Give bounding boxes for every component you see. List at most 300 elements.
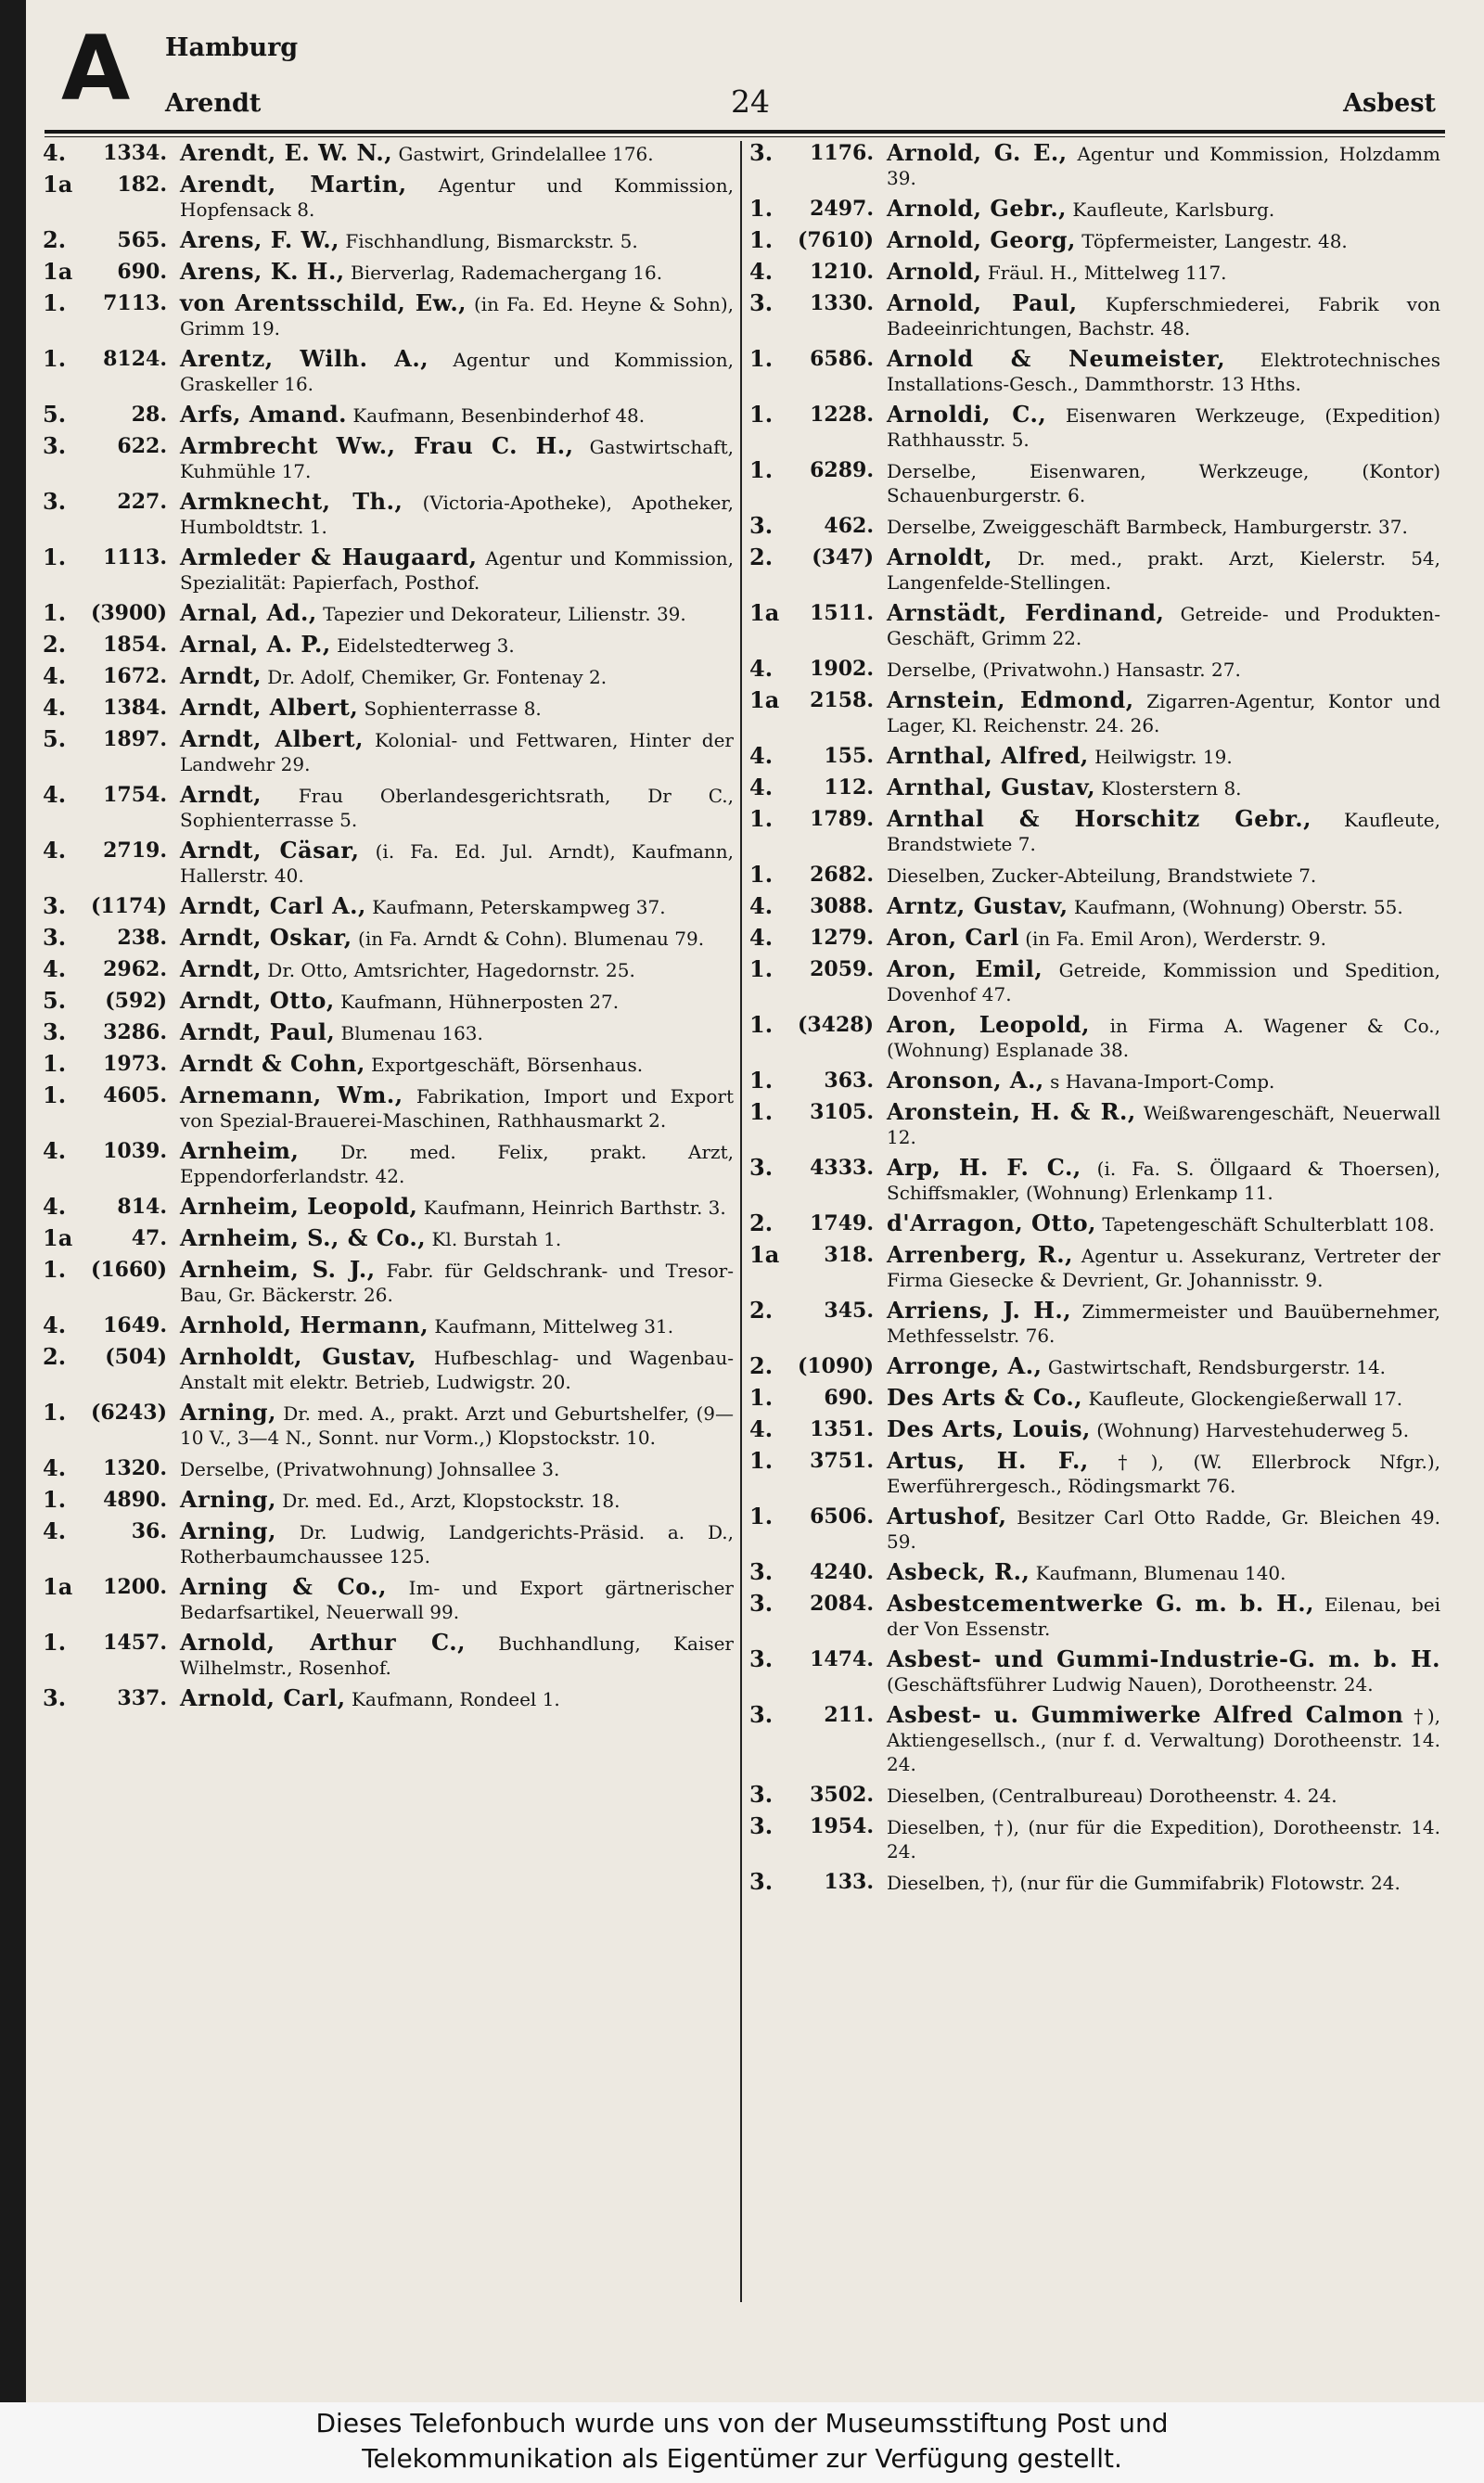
subscriber-name: Arnheim, S. J., <box>180 1256 376 1283</box>
subscriber-name: Arning, <box>180 1517 276 1544</box>
phone-number: 36. <box>131 1519 167 1543</box>
directory-entry <box>43 1401 734 1450</box>
entry-details: Zimmermeister und Bauübernehmer, Methfesselstr. 76. <box>887 1300 1440 1347</box>
entry-text <box>180 173 734 222</box>
left-column <box>43 141 734 2302</box>
phone-number: 3502. <box>810 1783 874 1807</box>
phone-number: 1672. <box>103 664 167 688</box>
directory-entry <box>749 1386 1440 1411</box>
phone-number: 1113. <box>103 545 167 570</box>
entry-text <box>180 141 734 166</box>
exchange-code: 4. <box>749 655 774 682</box>
footer-line-2: Telekommunikation als Eigentümer zur Verfügung gestellt. <box>362 2443 1122 2474</box>
directory-entry <box>749 657 1440 682</box>
directory-entry <box>749 228 1440 253</box>
directory-entry <box>43 260 734 285</box>
exchange-code: 3. <box>43 432 67 459</box>
subscriber-name: Aron, Emil, <box>887 955 1043 982</box>
entry-details: s Havana-Import-Comp. <box>1043 1070 1275 1093</box>
directory-entry <box>43 545 734 595</box>
entry-details: Dieselben, †), (nur für die Expedition), Dorotheenstr. 14. 24. <box>887 1816 1440 1862</box>
subscriber-name: Asbest- u. Gummiwerke Alfred Calmon <box>887 1701 1404 1728</box>
subscriber-name: Arnstein, Edmond, <box>887 686 1134 713</box>
directory-entry <box>43 1631 734 1680</box>
exchange-code: 1. <box>43 289 67 316</box>
directory-entry <box>43 1519 734 1568</box>
entry-text <box>180 727 734 776</box>
exchange-code: 2. <box>749 1297 774 1324</box>
entry-details: Sophienterrasse 8. <box>358 698 542 720</box>
entry-text <box>180 601 734 626</box>
entry-details: Kaufleute, Glockengießerwall 17. <box>1082 1388 1403 1410</box>
entry-details: Dieselben, (Centralbureau) Dorotheenstr. 4. 24. <box>887 1785 1337 1807</box>
exchange-code: 1. <box>749 1011 774 1038</box>
entry-text <box>887 1100 1440 1149</box>
directory-entry <box>749 1013 1440 1062</box>
subscriber-name: Arndt & Cohn, <box>180 1050 365 1077</box>
entry-details: Fischhandlung, Bismarckstr. 5. <box>339 230 638 252</box>
entry-details: Exportgeschäft, Börsenhaus. <box>365 1054 644 1076</box>
directory-entry <box>43 989 734 1014</box>
subscriber-name: Arnold, Georg, <box>887 226 1076 253</box>
entry-text <box>887 260 1440 285</box>
directory-entry <box>749 141 1440 190</box>
directory-entry <box>749 957 1440 1006</box>
subscriber-name: Arens, F. W., <box>180 226 339 253</box>
exchange-code: 1. <box>749 1447 774 1474</box>
phone-number: 1474. <box>810 1647 874 1671</box>
exchange-code: 2. <box>43 1343 67 1370</box>
directory-entry <box>749 1354 1440 1379</box>
phone-number: 2059. <box>810 957 874 981</box>
entry-text <box>887 601 1440 650</box>
entry-details: Kaufmann, Peterskampweg 37. <box>365 896 666 918</box>
subscriber-name: Arnheim, <box>180 1137 300 1164</box>
subscriber-name: Asbeck, R., <box>887 1558 1030 1585</box>
directory-entry <box>749 1814 1440 1863</box>
entry-text <box>887 1156 1440 1205</box>
directory-entry <box>749 894 1440 919</box>
subscriber-name: Aronstein, H. & R., <box>887 1098 1136 1125</box>
subscriber-name: Arentz, Wilh. A., <box>180 345 429 372</box>
entry-details: Besitzer Carl Otto Radde, Gr. Bleichen 49. 59. <box>887 1506 1440 1553</box>
subscriber-name: Arning & Co., <box>180 1573 387 1600</box>
entry-text <box>180 1139 734 1188</box>
exchange-code: 1. <box>43 1486 67 1513</box>
exchange-code: 1. <box>749 1503 774 1529</box>
phone-number: 6586. <box>810 347 874 371</box>
entry-text <box>887 926 1440 951</box>
exchange-code: 4. <box>43 694 67 721</box>
exchange-code: 3. <box>749 141 774 166</box>
entry-details: Dr. Otto, Amtsrichter, Hagedornstr. 25. <box>261 959 635 981</box>
subscriber-name: Arndt, <box>180 955 262 982</box>
subscriber-name: Arnal, Ad., <box>180 599 317 626</box>
phone-number: 1789. <box>810 807 874 831</box>
subscriber-name: Arendt, Martin, <box>180 171 407 198</box>
exchange-code: 1. <box>43 599 67 626</box>
entry-text <box>180 696 734 721</box>
entry-details: Derselbe, Eisenwaren, Werkzeuge, (Kontor) Schauenburgerstr. 6. <box>887 460 1440 506</box>
exchange-code: 4. <box>749 892 774 919</box>
entry-details: Agentur und Kommission, Holzdamm 39. <box>887 143 1440 189</box>
exchange-code: 1. <box>749 1384 774 1411</box>
exchange-code: 1. <box>749 456 774 483</box>
entry-text <box>180 490 734 539</box>
subscriber-name: Arnhold, Hermann, <box>180 1312 429 1338</box>
subscriber-name: Arendt, E. W. N., <box>180 141 393 166</box>
subscriber-name: Armleder & Haugaard, <box>180 544 478 570</box>
phone-number: 814. <box>117 1195 167 1219</box>
entry-text <box>887 1211 1440 1236</box>
entry-details: (i. Fa. Ed. Jul. Arndt), Kaufmann, Hallerstr. 40. <box>180 840 734 887</box>
phone-number: 182. <box>117 173 167 197</box>
directory-entry <box>749 1560 1440 1585</box>
subscriber-name: Arnold, Paul, <box>887 289 1078 316</box>
entry-text <box>887 657 1440 682</box>
entry-details: Agentur u. Assekuranz, Vertreter der Firma Giesecke & Devrient, Gr. Johannisstr. 9. <box>887 1245 1440 1291</box>
phone-number: (3900) <box>90 601 167 625</box>
entry-details: Kl. Burstah 1. <box>426 1228 562 1250</box>
entry-text <box>887 1592 1440 1641</box>
subscriber-name: Arnold, <box>887 258 982 285</box>
phone-number: 1457. <box>103 1631 167 1655</box>
directory-entry <box>43 291 734 340</box>
exchange-code: 1. <box>43 1399 67 1426</box>
column-divider <box>740 141 742 2302</box>
directory-entry <box>43 228 734 253</box>
phone-number: 211. <box>824 1703 874 1727</box>
subscriber-name: Aron, Leopold, <box>887 1011 1090 1038</box>
directory-entry <box>749 403 1440 452</box>
exchange-code: 4. <box>43 955 67 982</box>
directory-entry <box>43 1575 734 1624</box>
entry-text <box>180 1052 734 1077</box>
directory-entry <box>43 696 734 721</box>
subscriber-name: Arnold, Arthur C., <box>180 1629 466 1656</box>
subscriber-name: Artus, H. F., <box>887 1447 1089 1474</box>
directory-entry <box>43 957 734 982</box>
entry-details: Zigarren-Agentur, Kontor und Lager, Kl. Reichenstr. 24. 26. <box>887 690 1440 736</box>
entry-text <box>180 291 734 340</box>
exchange-code: 3. <box>749 1558 774 1585</box>
directory-entry <box>749 863 1440 888</box>
entry-text <box>887 403 1440 452</box>
exchange-code: 1. <box>749 861 774 888</box>
exchange-code: 1. <box>749 345 774 372</box>
entry-details: Gastwirtschaft, Kuhmühle 17. <box>180 436 734 482</box>
exchange-code: 4. <box>43 781 67 808</box>
entry-details: Blumenau 163. <box>335 1022 483 1044</box>
phone-number: 1320. <box>103 1456 167 1480</box>
subscriber-name: Arfs, Amand. <box>180 401 347 428</box>
phone-number: 622. <box>117 434 167 458</box>
entry-details: Kupferschmiederei, Fabrik von Badeeinrichtungen, Bachstr. 48. <box>887 293 1440 339</box>
subscriber-name: Arnholdt, Gustav, <box>180 1343 417 1370</box>
directory-entry <box>749 1703 1440 1776</box>
phone-number: 565. <box>117 228 167 252</box>
phone-number: 1511. <box>810 601 874 625</box>
header-last-name: Asbest <box>1343 89 1436 118</box>
entry-text <box>887 1783 1440 1808</box>
phone-number: 2719. <box>103 838 167 863</box>
subscriber-name: Arnemann, Wm., <box>180 1082 403 1108</box>
exchange-code: 1. <box>749 401 774 428</box>
entry-details: Fabrikation, Import und Export von Spezial-Brauerei-Maschinen, Rathhausmarkt 2. <box>180 1085 734 1132</box>
entry-text <box>180 1575 734 1624</box>
phone-number: 1228. <box>810 403 874 427</box>
exchange-code: 1. <box>43 345 67 372</box>
subscriber-name: Arnthal, Alfred, <box>887 742 1089 769</box>
directory-entry <box>749 545 1440 595</box>
directory-entry <box>749 1417 1440 1442</box>
exchange-code: 4. <box>43 1454 67 1481</box>
phone-number: 1210. <box>810 260 874 284</box>
directory-entry <box>43 1258 734 1307</box>
exchange-code: 1. <box>43 1050 67 1077</box>
entry-details: Kaufmann, Rondeel 1. <box>345 1688 560 1710</box>
entry-text <box>180 1456 734 1481</box>
directory-entry <box>749 1211 1440 1236</box>
entry-details: Getreide, Kommission und Spedition, Dovenhof 47. <box>887 959 1440 1005</box>
entry-details: Dr. Adolf, Chemiker, Gr. Fontenay 2. <box>261 666 608 688</box>
entry-text <box>180 926 734 951</box>
phone-number: 2084. <box>810 1592 874 1616</box>
right-column <box>749 141 1440 2302</box>
subscriber-name: Arndt, Albert, <box>180 725 364 752</box>
entry-text <box>887 957 1440 1006</box>
directory-entry <box>749 807 1440 856</box>
exchange-code: 1. <box>43 544 67 570</box>
exchange-code: 4. <box>749 742 774 769</box>
footer-line-1: Dieses Telefonbuch wurde uns von der Museumsstiftung Post und <box>315 2408 1169 2438</box>
entry-details: Kolonial- und Fettwaren, Hinter der Landwehr 29. <box>180 729 734 775</box>
entry-text <box>180 1226 734 1251</box>
subscriber-name: Arndt, <box>180 781 262 808</box>
phone-number: 155. <box>824 744 874 768</box>
subscriber-name: Arnal, A. P., <box>180 631 331 658</box>
entry-details: Kaufmann, Besenbinderhof 48. <box>346 404 646 427</box>
subscriber-name: Asbest- und Gummi-Industrie-G. m. b. H. <box>887 1645 1440 1672</box>
exchange-code: 5. <box>43 987 67 1014</box>
directory-entry <box>43 1083 734 1133</box>
directory-entry <box>749 458 1440 507</box>
subscriber-name: Arnthal & Horschitz Gebr., <box>887 805 1311 832</box>
subscriber-name: Arnoldi, C., <box>887 401 1047 428</box>
subscriber-name: Arndt, Albert, <box>180 694 359 721</box>
section-letter: A <box>61 17 131 121</box>
phone-number: 1954. <box>810 1814 874 1838</box>
directory-entry <box>749 1504 1440 1554</box>
directory-entry <box>43 434 734 483</box>
subscriber-name: Arning, <box>180 1486 276 1513</box>
entry-text <box>887 775 1440 800</box>
subscriber-name: Arndt, <box>180 662 262 689</box>
exchange-code: 1. <box>749 226 774 253</box>
directory-entry <box>43 173 734 222</box>
phone-number: 4240. <box>810 1560 874 1584</box>
exchange-code: 1a <box>749 1241 780 1268</box>
entry-text <box>887 744 1440 769</box>
phone-number: 363. <box>824 1069 874 1093</box>
subscriber-name: Arndt, Cäsar, <box>180 837 360 864</box>
phone-number: 690. <box>824 1386 874 1410</box>
exchange-code: 1a <box>43 1573 73 1600</box>
phone-number: 1854. <box>103 633 167 657</box>
entry-details: Dr. Ludwig, Landgerichts-Präsid. a. D., Rotherbaumchaussee 125. <box>180 1521 734 1568</box>
phone-number: 690. <box>117 260 167 284</box>
subscriber-name: Armknecht, Th., <box>180 488 403 515</box>
entry-text <box>887 1354 1440 1379</box>
phone-number: 3105. <box>810 1100 874 1124</box>
entry-details: (in Fa. Ed. Heyne & Sohn), Grimm 19. <box>180 293 734 339</box>
entry-text <box>180 664 734 689</box>
entry-details: Gastwirtschaft, Rendsburgerstr. 14. <box>1042 1356 1387 1378</box>
phone-number: 1649. <box>103 1313 167 1337</box>
entry-details: Dr. med. Felix, prakt. Arzt, Eppendorferlandstr. 42. <box>180 1141 734 1187</box>
exchange-code: 4. <box>43 1193 67 1220</box>
phone-number: (7610) <box>797 228 874 252</box>
entry-details: Gastwirt, Grindelallee 176. <box>392 143 654 165</box>
subscriber-name: Arndt, Carl A., <box>180 892 366 919</box>
directory-entry <box>43 1052 734 1077</box>
entry-text <box>180 1631 734 1680</box>
subscriber-name: Arnold, G. E., <box>887 141 1068 166</box>
page-number: 24 <box>731 83 770 120</box>
entry-details: Dr. med. Ed., Arzt, Klopstockstr. 18. <box>275 1490 620 1512</box>
phone-number: 1176. <box>810 141 874 165</box>
subscriber-name: Arnold & Neumeister, <box>887 345 1226 372</box>
exchange-code: 4. <box>43 1137 67 1164</box>
entry-text <box>180 260 734 285</box>
subscriber-name: Des Arts & Co., <box>887 1384 1083 1411</box>
entry-details: Heilwigstr. 19. <box>1088 746 1233 768</box>
exchange-code: 3. <box>749 1590 774 1617</box>
phone-number: 337. <box>117 1686 167 1710</box>
exchange-code: 3. <box>43 892 67 919</box>
phone-number: 112. <box>824 775 874 800</box>
entry-text <box>887 1386 1440 1411</box>
phone-number: 28. <box>131 403 167 427</box>
entry-text <box>887 894 1440 919</box>
phone-number: (1090) <box>797 1354 874 1378</box>
directory-entry <box>43 1345 734 1394</box>
entry-details: Töpfermeister, Langestr. 48. <box>1075 230 1348 252</box>
directory-entry <box>749 688 1440 737</box>
entry-text <box>180 1258 734 1307</box>
exchange-code: 3. <box>749 1701 774 1728</box>
subscriber-name: von Arentsschild, Ew., <box>180 289 467 316</box>
phone-number: 1897. <box>103 727 167 751</box>
header-rule <box>45 130 1445 137</box>
phone-number: 7113. <box>103 291 167 315</box>
exchange-code: 3. <box>749 289 774 316</box>
entry-details: Eilenau, bei der Von Essenstr. <box>887 1593 1440 1640</box>
exchange-code: 1. <box>43 1082 67 1108</box>
exchange-code: 4. <box>749 774 774 800</box>
directory-entry <box>749 926 1440 951</box>
phone-number: 133. <box>824 1870 874 1894</box>
entry-details: (Victoria-Apotheke), Apotheker, Humboldtstr. 1. <box>180 492 734 538</box>
exchange-code: 2. <box>749 544 774 570</box>
subscriber-name: Arnold, Carl, <box>180 1684 346 1711</box>
entry-details: Bierverlag, Rademachergang 16. <box>344 262 663 284</box>
phone-number: 345. <box>824 1299 874 1323</box>
directory-entry <box>43 1195 734 1220</box>
exchange-code: 3. <box>749 1868 774 1895</box>
footer-notice <box>0 2402 1484 2483</box>
phone-number: 4333. <box>810 1156 874 1180</box>
entry-details: Kaufleute, Karlsburg. <box>1067 198 1275 221</box>
header-place: Hamburg <box>165 33 299 62</box>
directory-entry <box>43 664 734 689</box>
phone-number: 6289. <box>810 458 874 482</box>
phone-number: (504) <box>105 1345 167 1369</box>
subscriber-name: Artushof, <box>887 1503 1007 1529</box>
entry-details: Klosterstern 8. <box>1095 777 1242 800</box>
directory-entry <box>749 260 1440 285</box>
exchange-code: 3. <box>43 1684 67 1711</box>
directory-entry <box>749 1592 1440 1641</box>
phone-number: 2497. <box>810 197 874 221</box>
directory-entry <box>43 601 734 626</box>
entry-text <box>887 141 1440 190</box>
phone-number: (1174) <box>90 894 167 918</box>
phone-number: 227. <box>117 490 167 514</box>
entry-details: Tapetengeschäft Schulterblatt 108. <box>1095 1213 1435 1235</box>
exchange-code: 2. <box>749 1352 774 1379</box>
exchange-code: 3. <box>749 1812 774 1839</box>
entry-details: Agentur und Kommission, Spezialität: Papierfach, Posthof. <box>180 547 734 594</box>
directory-entry <box>749 197 1440 222</box>
directory-page <box>26 0 1484 2402</box>
directory-entry <box>43 894 734 919</box>
subscriber-name: Armbrecht Ww., Frau C. H., <box>180 432 574 459</box>
entry-details: Tapezier und Dekorateur, Lilienstr. 39. <box>316 603 686 625</box>
entry-details: Dieselben, †), (nur für die Gummifabrik) Flotowstr. 24. <box>887 1872 1401 1894</box>
entry-text <box>180 1083 734 1133</box>
phone-number: 318. <box>824 1243 874 1267</box>
phone-number: 8124. <box>103 347 167 371</box>
entry-text <box>887 514 1440 539</box>
exchange-code: 1a <box>43 258 73 285</box>
entry-details: Fabr. für Geldschrank- und Tresor-Bau, Gr. Bäckerstr. 26. <box>180 1260 734 1306</box>
phone-number: 47. <box>131 1226 167 1250</box>
entry-details: Kaufmann, Blumenau 140. <box>1030 1562 1286 1584</box>
directory-entry <box>749 1243 1440 1292</box>
subscriber-name: Asbestcementwerke G. m. b. H., <box>887 1590 1314 1617</box>
phone-number: 1754. <box>103 783 167 807</box>
entry-details: Frau Oberlandesgerichtsrath, Dr C., Sophienterrasse 5. <box>180 785 734 831</box>
entry-text <box>180 1488 734 1513</box>
entry-details: Kaufmann, Hühnerposten 27. <box>334 991 620 1013</box>
exchange-code: 4. <box>43 141 67 166</box>
directory-entry <box>43 347 734 396</box>
entry-text <box>887 545 1440 595</box>
header-first-name: Arendt <box>165 89 262 118</box>
entry-details: Weißwarengeschäft, Neuerwall 12. <box>887 1102 1440 1148</box>
exchange-code: 1. <box>749 1067 774 1094</box>
entry-text <box>887 807 1440 856</box>
exchange-code: 1. <box>749 195 774 222</box>
entry-details: Dieselben, Zucker-Abteilung, Brandstwiete 7. <box>887 864 1317 887</box>
entry-text <box>887 1299 1440 1348</box>
entry-details: Getreide- und Produkten-Geschäft, Grimm 22. <box>887 603 1440 649</box>
entry-text <box>887 1870 1440 1895</box>
phone-number: (3428) <box>797 1013 874 1037</box>
subscriber-name: Arens, K. H., <box>180 258 345 285</box>
subscriber-name: Arndt, Otto, <box>180 987 335 1014</box>
